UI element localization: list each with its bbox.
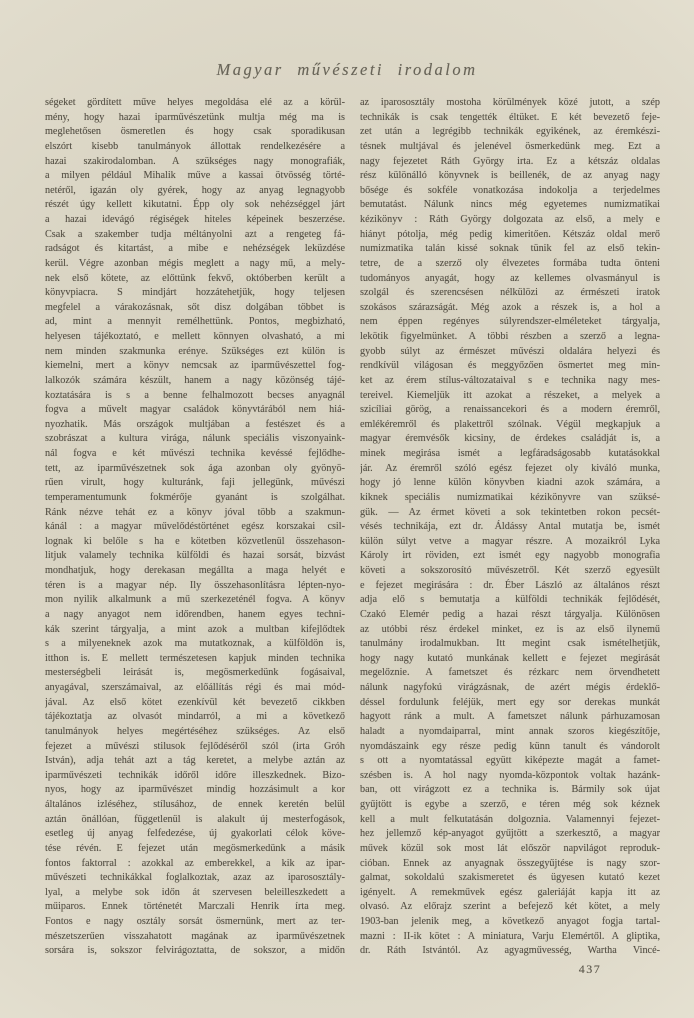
text-line: jár. Az éremről szóló egész fejezet oly kiváló munka, <box>360 462 660 474</box>
page-number: 437 <box>578 962 602 976</box>
text-line: magyar éremvésők kicsiny, de érdekes családját is, a <box>360 433 660 445</box>
text-line: bemutatást. Nálunk nincs még egyetemes numizmatikai <box>360 199 660 211</box>
text-line: meglehetősen ösmeretlen és hogy csak sporadikusan <box>45 126 345 138</box>
text-line: a milyen például Mihalik műve a kassai ötvösség törté- <box>45 170 345 182</box>
text-line: sorsára is, sokszor felvirágoztatta, de sokszor, a midőn <box>45 945 345 957</box>
text-line: Czakó Elemér pedig a hazai részt tárgyalja. Különösen <box>360 608 660 620</box>
text-line: numizmatika talán kissé soknak tünik fel az első tekin- <box>360 243 660 255</box>
text-line: netéről, igazán oly gyérek, hogy az anyag legnagyobb <box>45 184 345 196</box>
text-line: tereivel. Kiemeljük itt azokat a részeket, a melyek a <box>360 389 660 401</box>
text-line: jával. Az első kötet ezenkívül két bevezető cikkben <box>45 696 345 708</box>
text-line: műiparos. Ennek történetét Marczali Henrik írta meg. <box>45 901 345 913</box>
text-line: vésés technikája, ezt dr. Áldássy Antal mutatja be, ismét <box>360 521 660 533</box>
text-line: hazai szakirodalomban. A szükséges nagy monografiák, <box>45 155 345 167</box>
text-line: István), adja tehát azt a tág keretet, a melybe aztán az <box>45 755 345 767</box>
text-line: cióban. Ennek az anyagnak összegyűjtése is nagy szor- <box>360 857 660 869</box>
text-line: fontos faktorral : azokkal az emberekkel, a kik az ipar- <box>45 857 345 869</box>
text-line: az iparososztály mostoha körülmények közé jutott, a szép <box>360 97 660 108</box>
text-line: helyesen tájékoztató, e mellett könnyen olvasható, a mi <box>45 331 345 342</box>
text-line: nek első kötete, az előttünk fekvő, októberben került a <box>45 272 345 284</box>
text-line: Csak a szakember tudja méltányolni azt a rengeteg fá- <box>45 228 345 240</box>
text-line: litjuk valamely technika külföldi és hazai sorsát, bizvást <box>45 550 345 562</box>
text-line: szobrászat a kultura virága, nálunk speciális viszonyaink- <box>45 433 345 445</box>
text-line: minek megirása ismét a legfáradságosabb kutatásokkal <box>360 448 660 459</box>
text-line: e fejezet megirására : dr. Éber László az általános részt <box>360 579 660 591</box>
text-line: tanulmány irodalmukban. Itt megint csak ismételhetjük, <box>360 638 660 650</box>
text-line: itthon is. E mellett természetesen kapjuk minden technika <box>45 652 345 664</box>
text-line: mesterségbeli leirását is, megösmerkedünk fogásaival, <box>45 667 345 679</box>
text-line: nyomdászaink egy része pedig künn tanult és vándorolt <box>360 740 660 752</box>
text-line: kiemelni, mert a könyv nemcsak az iparművészettel fog- <box>45 360 345 372</box>
text-line: kerül. Végre azonban mégis meglett a nagy mű, a mely- <box>45 257 345 269</box>
text-line: hogy nagy kutató munkának kellett e fejezet megirását <box>360 652 660 664</box>
text-line: hagyott ránk a mult. A fametszet nálunk párhuzamosan <box>360 711 660 723</box>
text-line: mon nyilik alkalmunk a mű szerkezeténél fogva. A könyv <box>45 594 345 606</box>
text-line: szicíliai görög, a renaissancekori és a modern éremről, <box>360 404 660 416</box>
text-columns <box>45 96 661 959</box>
text-line: gük. — Az érmet követi a sok tekintetben rokon pecsét- <box>360 506 660 518</box>
text-line: lalkozók számára készült, hanem a nagy közönség tájé- <box>45 374 345 386</box>
text-line: rűen virult, hogy kulturánk, faji jellegünk, művészi <box>45 477 345 489</box>
text-line: rész különálló könyvnek is beillenék, de az anyag nagy <box>360 170 660 182</box>
text-line: bősége és sokféle vonatkozása indokolja a terjedelmes <box>360 184 660 196</box>
text-line: nál fogva e két művészi technika kevéssé fejlődhe- <box>45 448 345 459</box>
text-line: nagy fejezetet Ráth György irta. Ez a kétszáz oldalas <box>360 155 660 167</box>
text-line: ad, mint a mennyit remélhettünk. Pontos, megbizható, <box>45 316 345 328</box>
text-line: gyobb súlyt az érmészet művészi oldalára helyezi és <box>360 345 660 357</box>
text-line: olvasó. Az előrajz szerint a befejező két kötet, a mely <box>360 901 660 913</box>
text-line: elszórt kisebb tanulmányok állottak rendelkezésére a <box>45 140 345 152</box>
text-line: lognak ki belőle s ha e kötetben közvetlenül összehason- <box>45 535 345 547</box>
text-line: megfelel a várakozásnak, sőt disz dolgában többet is <box>45 301 345 313</box>
text-line: 1903-ban jelenik meg, a következő anyagot fogja tartal- <box>360 916 660 927</box>
text-line: tanulmányok helyes megértéséhez szükséges. Az első <box>45 725 345 737</box>
text-line: s ott a nyomtatással együtt kiképezte magát a famet- <box>360 755 660 767</box>
text-line: az utóbbi rész érdekel minket, ez is az első ilynemű <box>360 623 660 635</box>
text-line: gyűjtött is egybe a szerző, e téren még sok kéznek <box>360 799 660 810</box>
text-line: tájékoztatja az olvasót mindarról, a mi a következő <box>45 711 345 723</box>
text-line: nálunk nagyfokú virágzásnak, de azért mégis érdeklő- <box>360 682 660 693</box>
text-line: mészetszerűen visszahatott magának az iparművészetnek <box>45 930 345 942</box>
text-line: részét úgy kellett kikutatni. Épp oly sok nehézséggel járt <box>45 199 345 211</box>
text-line: mondhatjuk, hogy derekasan megállta a maga helyét e <box>45 565 345 576</box>
page-title: Magyar művészeti irodalom <box>216 60 478 79</box>
text-line: szokásos szárazságát. Még azok a részek is, a hol a <box>360 301 660 313</box>
text-line: szolgál és szerencsésen nélkülözi az érmészeti iratok <box>360 287 660 299</box>
text-line: nyozhatik. Más országok multjában a festészet és a <box>45 418 345 430</box>
text-line: fogva a művelt magyar családok könyvtárából nem hiá- <box>45 404 345 416</box>
text-line: kézikönyv : Ráth György dolgozata az első, a mely e <box>360 214 660 225</box>
text-line: művek közül sok most lát először napvilágot reproduk- <box>360 842 660 854</box>
text-line: tésnek multjával és jelenével ösmerkedünk meg. Ezt a <box>360 140 660 152</box>
text-line: könyvpiacra. S mindjárt hozzátehetjük, hogy teljesen <box>45 287 345 299</box>
text-line: technikák is csak tengették éltüket. E két bevezető feje- <box>360 111 660 123</box>
text-line: kánál : a magyar művelődéstörténet egész korszakai csil- <box>45 521 345 533</box>
text-line: külön súlyt vetve a magyar részre. A mozaikról Lyka <box>360 535 660 547</box>
text-line: koztatására is s a benne felhalmozott becses anyagnál <box>45 389 345 401</box>
text-line: lyal, a melybe sok időn át szervesen beleilleszkedett a <box>45 886 345 898</box>
text-line: mény, hogy hazai iparművészetünk multja még ma is <box>45 111 345 123</box>
text-line: anyagával, szerszámaival, az előállítás régi és mai mód- <box>45 682 345 693</box>
text-line: a nagy anyagot nem időrendben, hanem egyes techni- <box>45 608 345 620</box>
text-line: rendkívül világosan és meggyőzően ösmertet meg min- <box>360 360 660 372</box>
text-line: déssel fordulunk feléjük, mert egy sor derekas munkát <box>360 696 660 708</box>
text-line: radságot és kitartást, a mibe e nehézségek leküzdése <box>45 243 345 255</box>
text-line: hiányt pótolja, még pedig kimeritően. Kétszáz oldal merő <box>360 228 660 240</box>
text-line: kák szerint tárgyalja, a mint azok a multban kifejlődtek <box>45 623 345 635</box>
text-line: tudományos anyagát, hogy az kellemes olvasmányul is <box>360 272 660 284</box>
text-line: galmat, sokoldalú szakismeretet és ügyesen kutató kezet <box>360 872 660 884</box>
text-line: általános izléséhez, stílusához, de ennek keretén belül <box>45 799 345 810</box>
text-line: fejezet a művészi stilusok fejlődéséről szól (irta Gróh <box>45 740 345 752</box>
text-column-right <box>360 96 660 959</box>
text-line: lekötik figyelmünket. A többi részben a szerző a legna- <box>360 331 660 342</box>
text-line: emlékéremről és plakettről szólnak. Végül megkapjuk a <box>360 418 660 430</box>
text-line: dr. Ráth Istvántól. Az agyagművesség, Wartha Vincé- <box>360 945 660 957</box>
text-line: iparművészeti technikák időről időre illeszkednek. Bizo- <box>45 769 345 781</box>
text-line: téren is a magyar nép. Ily összehasonlításra lépten-nyo- <box>45 579 345 591</box>
text-line: tett, az iparművészetnek sok ága azonban oly gyönyö- <box>45 462 345 474</box>
text-line: esetleg új anyag felfedezése, új gyakorlati célok köve- <box>45 828 345 840</box>
text-line: ket az érem stílus-változataival s e technika nagy mes- <box>360 374 660 386</box>
text-line: kell a mult felkutatásán dolgoznia. Valamennyi fejezet- <box>360 813 660 825</box>
text-line: igényelt. A remekművek egész galeriáját kapja itt az <box>360 886 660 898</box>
text-line: nem éppen regényes súlyrendszer-elméleteket tárgyalja, <box>360 316 660 328</box>
text-line: nem minden szakmunka erénye. Szükséges ezt külön is <box>45 345 345 357</box>
text-line: nyos, hogy az iparművészet mindig hozzásimult a kor <box>45 784 345 796</box>
text-line: Ránk nézve tehát ez a könyv jóval több a szakmun- <box>45 506 345 518</box>
text-line: ségeket gördített műve helyes megoldása elé az a körül- <box>45 97 345 108</box>
text-line: tése révén. E fejezet után megösmerkedünk a másik <box>45 842 345 854</box>
text-line: ban, ott virágzott ez a technika is. Bármily sok újat <box>360 784 660 796</box>
text-line: megelőznie. A fametszet és rézkarc nem örvendhetett <box>360 667 660 679</box>
text-line: temperamentumunk fokmérője gyanánt is szolgálhat. <box>45 491 345 503</box>
text-line: Fontos e nagy osztály sorsát ösmernünk, mert az ter- <box>45 916 345 927</box>
text-line: s a milyeneknek azok ma mutatkoznak, a külföldön is, <box>45 638 345 650</box>
text-line: szésben is. A hol nagy nyomda-központok voltak hazánk- <box>360 769 660 781</box>
text-line: mazni : II-ik kötet : A miniatura, Varju Elemértől. A gliptika, <box>360 930 660 942</box>
text-line: hez jellemző kép-anyagot gyűjtött a szerkesztő, a magyar <box>360 828 660 840</box>
text-line: haladt a nyomdaiparral, mint annak szoros kiegészítője, <box>360 725 660 737</box>
text-line: adja elő s bemutatja a külföldi technikák fejlődését, <box>360 594 660 606</box>
text-line: zet után a legrégibb technikák egyikének, az éremkészi- <box>360 126 660 138</box>
text-line: Károly irt röviden, ezt ismét egy nagyobb monografia <box>360 550 660 562</box>
text-column-left <box>45 96 345 959</box>
text-line: művészeti technikákkal foglalkoztak, azaz az iparososztály- <box>45 872 345 884</box>
text-line: követi a sokszorosító művészetről. Két szerző egyesült <box>360 565 660 576</box>
text-line: kiknek speciális numizmatikai kézikönyvre van szüksé- <box>360 491 660 503</box>
text-line: hogy jó lenne külön könyvben kiadni azok számára, a <box>360 477 660 489</box>
text-line: a hazai idevágó régiségek hiteles képeinek beszerzése. <box>45 214 345 225</box>
text-line: aztán önállóan, függetlenül is alakult új mesterfogások, <box>45 813 345 825</box>
text-line: tetre, de a szerző oly élvezetes formába tudta önteni <box>360 257 660 269</box>
